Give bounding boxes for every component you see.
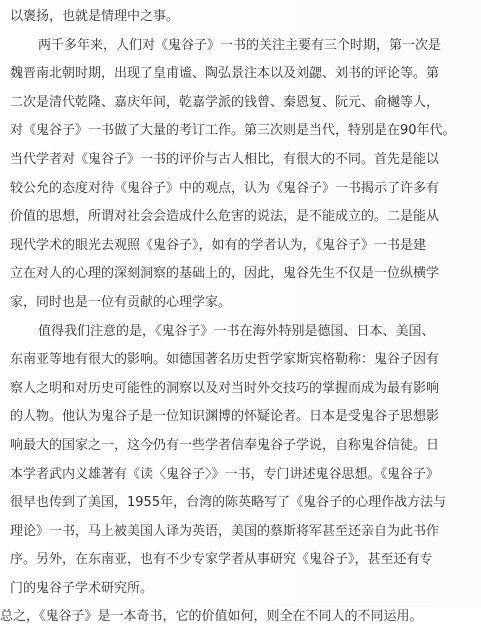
text-line: 现代学术的眼光去观照《鬼谷子》，如有的学者认为，《鬼谷子》一书是建 [10,237,427,253]
text-line: 总之，《鬼谷子》是一本奇书，它的价值如何，则全在不同人的不同运用。 [0,609,423,625]
text-line: 理论》一书，马上被美国人译为英语，美国的蔡斯将军甚至还亲自为此书作 [10,523,440,539]
text-line: 两千多年来，人们对《鬼谷子》一书的关注主要有三个时期，第一次是 [38,37,442,53]
text-line: 本学者武内义雄著有《读〈鬼谷子〉》一书，专门讲述鬼谷思想。《鬼谷子》 [10,466,440,482]
text-line: 对《鬼谷子》一书做了大量的考订工作。第三次则是当代，特别是在90年代。 [10,123,456,139]
text-line: 当代学者对《鬼谷子》一书的评价与古人相比，有很大的不同。首先是能以 [10,151,440,167]
text-line: 魏晋南北朝时期，出现了皇甫谧、陶弘景注本以及刘勰、刘书的评论等。第 [10,66,440,82]
text-line: 东南亚等地有很大的影响。如德国著名历史哲学家斯宾格勒称：鬼谷子因有 [10,352,440,368]
text-line: 值得我们注意的是，《鬼谷子》一书在海外特别是德国、日本、美国、 [38,323,435,339]
text-line: 较公允的态度对待《鬼谷子》中的观点，认为《鬼谷子》一书揭示了许多有 [10,180,440,196]
text-line: 家，同时也是一位有贡献的心理学家。 [10,294,232,310]
text-line: 以褒扬，也就是情理中之事。 [10,9,180,24]
text-line: 察人之明和对历史可能性的洞察以及对当时外交技巧的掌握而成为最有影响 [10,380,440,396]
text-line: 门的鬼谷子学术研究所。 [10,580,154,596]
text-line: 价值的思想，所谓对社会会造成什么危害的说法，是不能成立的。二是能从 [10,209,440,225]
text-line: 的人物。他认为鬼谷子是一位知识渊博的怀疑论者。日本是受鬼谷子思想影 [10,409,440,425]
text-line: 二次是清代乾隆、嘉庆年间，乾嘉学派的钱曾、秦恩复、阮元、俞樾等人， [10,94,440,110]
text-line: 响最大的国家之一，这今仍有一些学者信奉鬼谷子学说，自称鬼谷信徒。日 [10,437,440,453]
text-line: 立在对人的心理的深刻洞察的基础上的，因此，鬼谷先生不仅是一位纵横学 [10,266,440,282]
text-line: 很早也传到了美国，1955年，台湾的陈英略写了《鬼谷子的心理作战方法与 [10,495,447,511]
text-line: 序。另外，在东南亚，也有不少专家学者从事研究《鬼谷子》，甚至还有专 [10,552,433,568]
